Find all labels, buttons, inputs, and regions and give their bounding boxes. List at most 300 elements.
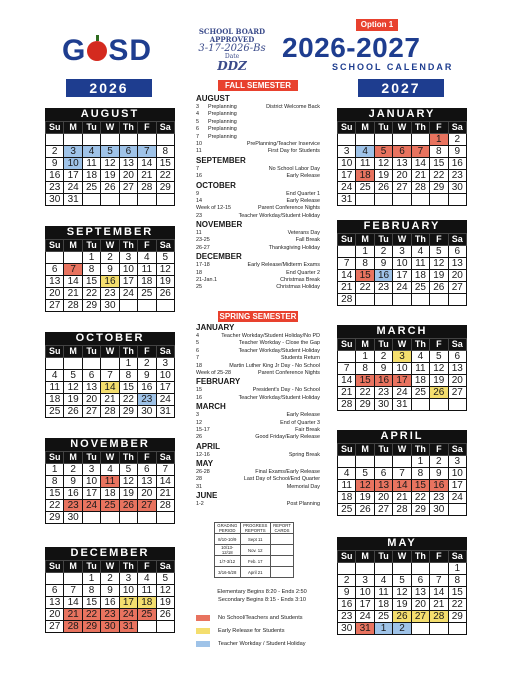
day-header: F: [430, 444, 448, 456]
day-header: Su: [338, 444, 356, 456]
day-cell: 16: [101, 276, 119, 288]
day-cell: 27: [411, 611, 429, 623]
day-cell: 21: [138, 170, 156, 182]
day-cell: [430, 623, 448, 635]
day-cell: 17: [356, 599, 374, 611]
event-row: [196, 230, 320, 237]
fall-events: [196, 94, 320, 292]
week-row: [338, 456, 467, 468]
week-row: [338, 587, 467, 599]
day-cell: [64, 134, 82, 146]
event-row: [196, 452, 320, 459]
day-header: W: [393, 122, 411, 134]
event-title: Teacher Workday/Student Holiday: [238, 394, 320, 401]
event-note: Preplanning: [208, 104, 237, 110]
legend-no-school: No School/Teachers and Students: [218, 615, 303, 621]
event-title: President's Day - No School: [252, 387, 320, 394]
week-row: [46, 609, 175, 621]
event-row: [196, 420, 320, 427]
day-cell: 1: [374, 623, 392, 635]
grading-cell: 1/7-3/12: [215, 556, 241, 567]
day-cell: 17: [338, 170, 356, 182]
day-header: Tu: [82, 240, 100, 252]
day-cell: [82, 194, 100, 206]
event-row: [196, 111, 320, 118]
event-row: [196, 270, 320, 277]
day-header: F: [138, 122, 156, 134]
day-cell: [46, 573, 64, 585]
day-cell: [138, 621, 156, 633]
day-cell: 25: [101, 500, 119, 512]
day-cell: 13: [138, 476, 156, 488]
week-row: [338, 375, 467, 387]
day-header: Tu: [82, 346, 100, 358]
day-cell: 17: [448, 480, 466, 492]
event-title: Christmas Holiday: [276, 284, 320, 291]
day-cell: 30: [101, 300, 119, 312]
day-cell: 20: [374, 492, 392, 504]
day-cell: [338, 351, 356, 363]
day-cell: 20: [448, 375, 466, 387]
day-cell: 31: [64, 194, 82, 206]
day-cell: 29: [448, 611, 466, 623]
page-subtitle: SCHOOL CALENDAR: [332, 62, 454, 72]
week-row: [338, 294, 467, 306]
day-cell: 2: [138, 358, 156, 370]
event-title: Parent Conference Nights: [257, 369, 320, 376]
day-cell: 15: [411, 480, 429, 492]
event-title: Final Exams/Early Release: [255, 469, 320, 476]
day-cell: 21: [338, 387, 356, 399]
event-date: 25: [196, 284, 202, 291]
event-row: [196, 395, 320, 402]
day-cell: 6: [448, 351, 466, 363]
day-cell: 5: [430, 246, 448, 258]
day-cell: 7: [138, 146, 156, 158]
day-cell: [46, 252, 64, 264]
day-cell: 29: [411, 504, 429, 516]
day-header: Th: [119, 122, 137, 134]
day-cell: 23: [374, 282, 392, 294]
event-date: 18: [196, 362, 202, 369]
day-cell: 8: [119, 370, 137, 382]
day-cell: 8: [356, 258, 374, 270]
week-row: [338, 246, 467, 258]
day-header: M: [356, 551, 374, 563]
week-row: [338, 363, 467, 375]
month-header: FEBRUARY: [337, 220, 467, 233]
day-cell: 14: [430, 587, 448, 599]
event-date: 23-25: [196, 237, 210, 244]
day-cell: 6: [119, 146, 137, 158]
day-cell: 27: [46, 621, 64, 633]
event-row: [196, 355, 320, 362]
day-cell: 16: [46, 170, 64, 182]
day-header: W: [101, 346, 119, 358]
day-cell: 25: [138, 288, 156, 300]
event-date: 16: [196, 173, 202, 180]
week-row: [338, 170, 467, 182]
stamp-initials: DDZ: [217, 59, 247, 73]
day-cell: 21: [156, 488, 174, 500]
day-cell: 15: [448, 587, 466, 599]
week-row: [338, 492, 467, 504]
day-header: Tu: [82, 122, 100, 134]
event-row: [196, 245, 320, 252]
event-row: [196, 148, 320, 155]
day-cell: 4: [411, 246, 429, 258]
day-cell: 5: [430, 351, 448, 363]
day-cell: 18: [101, 488, 119, 500]
grading-header: REPORT CARDS: [270, 523, 293, 534]
day-cell: 28: [338, 399, 356, 411]
day-cell: 5: [119, 464, 137, 476]
grading-row: [215, 534, 294, 545]
day-cell: [46, 134, 64, 146]
day-cell: 25: [46, 406, 64, 418]
event-row: [196, 434, 320, 441]
day-cell: 21: [430, 599, 448, 611]
legend-swatch-early-release: [196, 628, 210, 634]
week-row: [46, 488, 175, 500]
event-date: 6: [196, 126, 199, 133]
day-cell: 23: [374, 387, 392, 399]
month-header: NOVEMBER: [45, 438, 175, 451]
day-header: Sa: [156, 240, 174, 252]
grading-cell: [270, 567, 293, 578]
day-header: F: [138, 452, 156, 464]
day-cell: 12: [119, 476, 137, 488]
event-month-heading: OCTOBER: [196, 180, 236, 190]
day-cell: 13: [448, 363, 466, 375]
day-cell: 2: [101, 252, 119, 264]
day-header: M: [64, 240, 82, 252]
day-header: M: [356, 444, 374, 456]
week-row: [338, 270, 467, 282]
day-cell: 8: [82, 585, 100, 597]
day-cell: 30: [64, 512, 82, 524]
event-date: 7: [196, 133, 199, 140]
day-cell: 24: [64, 182, 82, 194]
day-cell: 9: [338, 587, 356, 599]
day-cell: 21: [393, 492, 411, 504]
day-cell: 2: [430, 456, 448, 468]
day-cell: 7: [411, 146, 429, 158]
day-cell: 10: [448, 468, 466, 480]
day-cell: 11: [356, 158, 374, 170]
day-cell: 17: [119, 276, 137, 288]
day-header: M: [356, 122, 374, 134]
day-cell: 12: [430, 363, 448, 375]
day-cell: 5: [64, 370, 82, 382]
month-header: JANUARY: [337, 108, 467, 121]
event-title: Memorial Day: [286, 483, 320, 490]
week-row: [46, 134, 175, 146]
day-cell: 28: [64, 621, 82, 633]
day-cell: 7: [64, 585, 82, 597]
day-cell: 6: [46, 585, 64, 597]
day-cell: 18: [138, 597, 156, 609]
week-row: [46, 597, 175, 609]
event-date: Week of 12-15: [196, 205, 231, 212]
event-month-heading: NOVEMBER: [196, 220, 243, 230]
day-cell: 12: [101, 158, 119, 170]
day-cell: 22: [411, 492, 429, 504]
day-cell: 9: [138, 370, 156, 382]
day-cell: 8: [356, 363, 374, 375]
day-cell: [119, 194, 137, 206]
day-cell: 1: [356, 246, 374, 258]
day-cell: [430, 194, 448, 206]
day-cell: 4: [82, 146, 100, 158]
stamp-line2: APPROVED: [209, 35, 255, 44]
day-cell: [430, 399, 448, 411]
day-cell: 19: [393, 599, 411, 611]
day-cell: 11: [82, 158, 100, 170]
day-cell: 6: [393, 146, 411, 158]
week-row: [338, 194, 467, 206]
day-cell: [448, 194, 466, 206]
event-month-heading: MAY: [196, 459, 214, 469]
grading-cell: 10/13-12/18: [215, 545, 241, 556]
day-cell: 16: [430, 480, 448, 492]
day-cell: 27: [393, 182, 411, 194]
day-cell: [46, 358, 64, 370]
event-row: [196, 141, 320, 148]
day-cell: 29: [82, 300, 100, 312]
week-row: [46, 194, 175, 206]
day-cell: 1: [448, 563, 466, 575]
day-cell: 10: [393, 363, 411, 375]
grading-cell: Sept 11: [240, 534, 270, 545]
event-month-heading: DECEMBER: [196, 252, 242, 262]
week-row: [338, 158, 467, 170]
event-title: Early Release: [286, 173, 320, 180]
day-cell: 6: [138, 464, 156, 476]
event-date: 7: [196, 355, 199, 362]
day-cell: 27: [448, 282, 466, 294]
event-date: 26-28: [196, 469, 210, 476]
day-cell: 13: [411, 587, 429, 599]
day-cell: 23: [138, 394, 156, 406]
event-row: [196, 363, 320, 370]
day-cell: 30: [46, 194, 64, 206]
day-cell: 17: [156, 382, 174, 394]
calendar-december: [45, 547, 175, 633]
day-cell: 2: [338, 575, 356, 587]
day-header: Su: [46, 346, 64, 358]
month-header: SEPTEMBER: [45, 226, 175, 239]
day-header: M: [64, 346, 82, 358]
day-cell: 1: [411, 456, 429, 468]
day-header: Su: [338, 551, 356, 563]
day-cell: [411, 134, 429, 146]
day-cell: 12: [356, 480, 374, 492]
day-cell: 11: [138, 585, 156, 597]
day-cell: 2: [64, 464, 82, 476]
year-label-right: 2027: [358, 79, 444, 97]
day-cell: 11: [374, 587, 392, 599]
event-row: [196, 484, 320, 491]
event-row: [196, 277, 320, 284]
week-row: [338, 282, 467, 294]
day-cell: 19: [119, 488, 137, 500]
day-cell: [356, 294, 374, 306]
event-title: End of Quarter 3: [280, 419, 320, 426]
day-cell: 23: [430, 492, 448, 504]
day-cell: 14: [64, 276, 82, 288]
day-cell: 24: [119, 288, 137, 300]
day-cell: 12: [393, 587, 411, 599]
grading-cell: April 21: [240, 567, 270, 578]
day-cell: 20: [119, 170, 137, 182]
event-date: Week of 25-28: [196, 369, 231, 376]
day-cell: [156, 194, 174, 206]
month-header: APRIL: [337, 430, 467, 443]
day-cell: 28: [138, 182, 156, 194]
day-cell: [448, 294, 466, 306]
day-header: Sa: [448, 234, 466, 246]
day-cell: 7: [430, 575, 448, 587]
day-cell: 14: [101, 382, 119, 394]
day-cell: 22: [156, 170, 174, 182]
day-cell: 8: [430, 146, 448, 158]
event-title: District Welcome Back: [266, 104, 320, 110]
option-badge: Option 1: [356, 19, 398, 31]
day-cell: 27: [82, 406, 100, 418]
day-cell: 20: [448, 270, 466, 282]
event-row: [196, 370, 320, 377]
event-date: 3: [196, 104, 199, 110]
event-title: Thanksgiving Holiday: [268, 244, 320, 251]
day-cell: [411, 194, 429, 206]
page-title: 2026-2027: [282, 32, 421, 63]
day-cell: [356, 194, 374, 206]
day-cell: 13: [393, 158, 411, 170]
week-row: [46, 512, 175, 524]
day-cell: 4: [46, 370, 64, 382]
day-cell: 18: [356, 170, 374, 182]
event-date: 10: [196, 140, 202, 147]
day-cell: [156, 621, 174, 633]
day-header: F: [430, 339, 448, 351]
day-cell: 31: [393, 399, 411, 411]
day-cell: 25: [411, 387, 429, 399]
event-date: 5: [196, 118, 199, 125]
day-cell: 18: [411, 375, 429, 387]
week-row: [338, 182, 467, 194]
day-cell: 18: [46, 394, 64, 406]
day-cell: 30: [138, 406, 156, 418]
event-row: [196, 126, 320, 133]
day-cell: 3: [448, 456, 466, 468]
event-title: Teacher Workday/Student Holiday: [238, 212, 320, 219]
day-header: Th: [411, 234, 429, 246]
event-date: 31: [196, 483, 202, 490]
day-cell: 1: [82, 252, 100, 264]
day-cell: 21: [338, 282, 356, 294]
day-cell: 22: [430, 170, 448, 182]
event-month-heading: APRIL: [196, 441, 220, 451]
event-date: 7: [196, 165, 199, 172]
day-header: Su: [46, 452, 64, 464]
day-cell: 3: [64, 146, 82, 158]
week-row: [338, 623, 467, 635]
event-title: First Day for Students: [267, 148, 320, 155]
day-cell: 4: [356, 146, 374, 158]
day-cell: 5: [393, 575, 411, 587]
day-cell: [138, 512, 156, 524]
event-date: 26-27: [196, 244, 210, 251]
board-approval-stamp: [186, 28, 278, 74]
event-title: Christmas Break: [280, 277, 320, 284]
calendar-may: [337, 537, 467, 635]
event-date: 11: [196, 230, 202, 237]
day-cell: 24: [448, 492, 466, 504]
day-header: Tu: [82, 561, 100, 573]
day-cell: 22: [82, 288, 100, 300]
day-cell: [101, 194, 119, 206]
day-cell: 28: [411, 182, 429, 194]
event-date: 28: [196, 476, 202, 483]
day-cell: [356, 134, 374, 146]
day-cell: 22: [46, 500, 64, 512]
month-header: MARCH: [337, 325, 467, 338]
event-title: Fair Break: [295, 426, 320, 433]
day-cell: 3: [393, 351, 411, 363]
day-cell: 5: [156, 573, 174, 585]
day-cell: 22: [448, 599, 466, 611]
day-cell: 17: [119, 597, 137, 609]
grading-row: [215, 567, 294, 578]
week-row: [338, 599, 467, 611]
grading-cell: Nov. 12: [240, 545, 270, 556]
day-cell: 29: [82, 621, 100, 633]
day-cell: 10: [393, 258, 411, 270]
day-cell: 9: [448, 146, 466, 158]
week-row: [338, 399, 467, 411]
day-cell: 31: [356, 623, 374, 635]
day-cell: 28: [64, 300, 82, 312]
day-cell: [393, 294, 411, 306]
calendar-august: [45, 108, 175, 206]
day-cell: 31: [119, 621, 137, 633]
week-row: [46, 146, 175, 158]
day-cell: 25: [138, 609, 156, 621]
day-cell: 6: [411, 575, 429, 587]
day-header: Tu: [374, 551, 392, 563]
event-row: [196, 387, 320, 394]
event-row: [196, 191, 320, 198]
legend-swatch-teacher-workday: [196, 641, 210, 647]
day-header: Sa: [156, 452, 174, 464]
legend-swatch-no-school: [196, 615, 210, 621]
day-cell: 24: [393, 282, 411, 294]
day-header: Sa: [448, 122, 466, 134]
day-cell: 30: [101, 621, 119, 633]
day-cell: 9: [374, 258, 392, 270]
day-header: Th: [119, 452, 137, 464]
day-header: Th: [119, 240, 137, 252]
day-cell: [64, 252, 82, 264]
week-row: [46, 358, 175, 370]
day-cell: 4: [138, 252, 156, 264]
day-cell: [393, 456, 411, 468]
calendar-april: [337, 430, 467, 516]
day-cell: [374, 294, 392, 306]
day-header: Tu: [374, 234, 392, 246]
day-cell: 15: [156, 158, 174, 170]
